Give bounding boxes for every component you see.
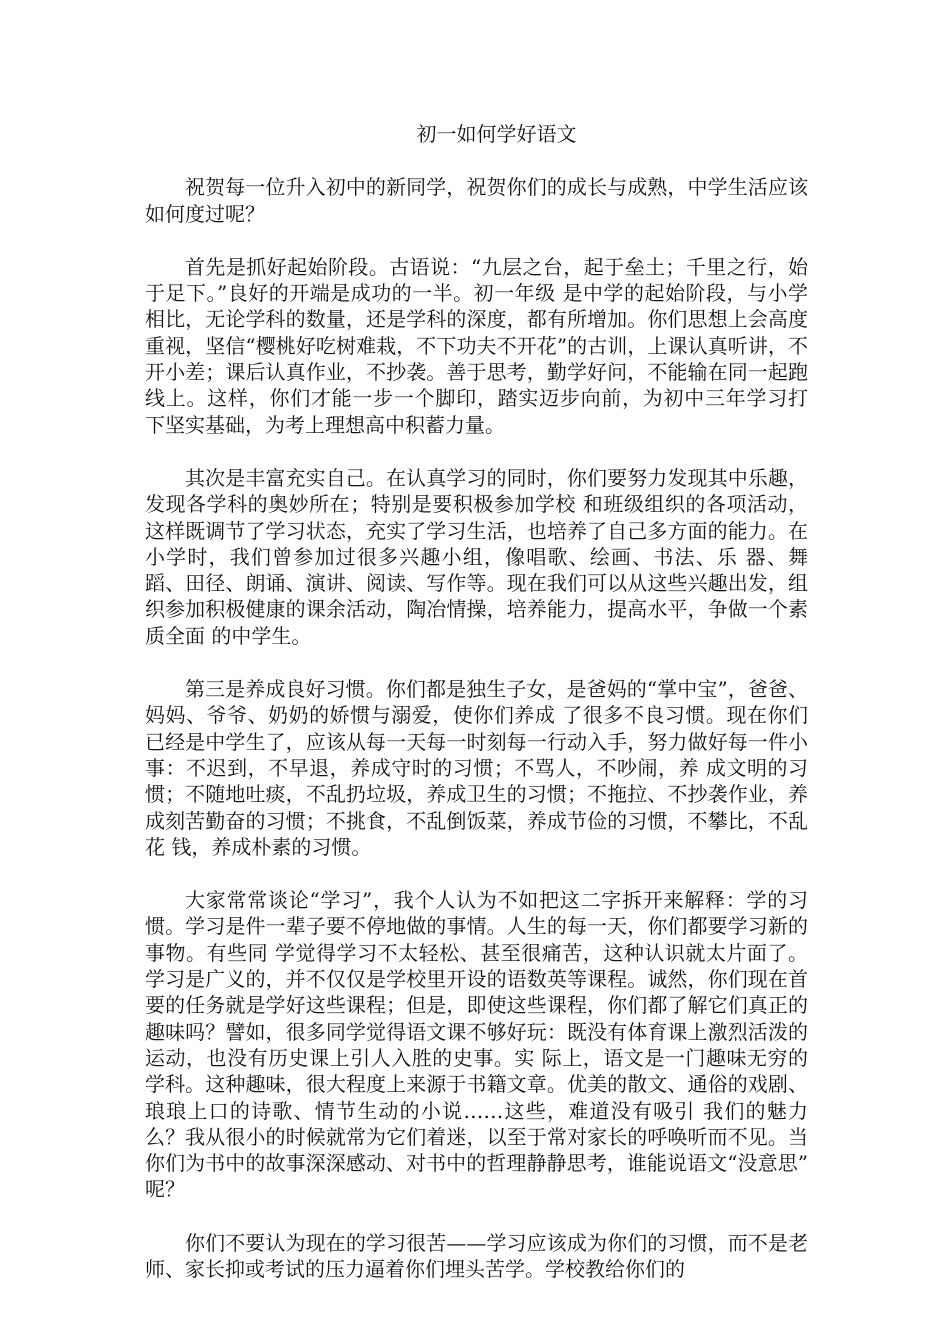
paragraph-5: 大家常常谈论“学习”，我个人认为不如把这二字拆开来解释：学的习惯。学习是件一辈子要不停地做的事情。人生的每一天，你们都要学习新的事物。有些同 学觉得学习不太轻松、甚至很痛苦，这种认识就太片面了。学习是广义的，并不仅仅是学校里开设的语数英等课程。诚然，你们现在首要的任务就是学好这些课程；但是，即使这些课程，你们都了解它们真正的趣味吗？譬如，很多同学觉得语文课不够好玩：既没有体育课上激烈活泼的运动，也没有历史课上引人入胜的史事。实 际上，语文是一门趣味无穷的学科。这种趣味，很大程度上来源于书籍文章。优美的散文、通俗的戏剧、琅琅上口的诗歌、情节生动的小说……这些，难道没有吸引 我们的魅力么？我从很小的时候就常为它们着迷，以至于常对家长的呼唤听而不见。当你们为书中的故事深深感动、对书中的哲理静静思考，谁能说语文“没意思” 呢？ xyxy=(145,888,808,1202)
document-body xyxy=(145,121,808,1309)
paragraph-6: 你们不要认为现在的学习很苦——学习应该成为你们的习惯，而不是老师、家长抑或考试的压力逼着你们埋头苦学。学校教给你们的 xyxy=(145,1230,808,1281)
paragraph-4: 第三是养成良好习惯。你们都是独生子女，是爸妈的“掌中宝”，爸爸、妈妈、爷爷、奶奶的娇惯与溺爱，使你们养成 了很多不良习惯。现在你们已经是中学生了，应该从每一天每一时刻每一行动入手，努力做好每一件小事：不迟到，不早退，养成守时的习惯；不骂人，不吵闹，养 成文明的习惯；不随地吐痰，不乱扔垃圾，养成卫生的习惯；不拖拉、不抄袭作业，养成刻苦勤奋的习惯；不挑食，不乱倒饭菜，养成节俭的习惯，不攀比，不乱花 钱，养成朴素的习惯。 xyxy=(145,677,808,859)
document-title: 初一如何学好语文 xyxy=(416,122,577,146)
paragraph-1: 祝贺每一位升入初中的新同学，祝贺你们的成长与成熟，中学生活应该如何度过呢？ xyxy=(145,175,808,226)
paragraph-2: 首先是抓好起始阶段。古语说：“九层之台，起于垒土；千里之行，始于足下。”良好的开端是成功的一半。初一年级 是中学的起始阶段，与小学相比，无论学科的数量，还是学科的深度，都有所增加。你们思想上会高度重视，坚信“樱桃好吃树难栽，不下功夫不开花”的古训，上课认真听讲，不开小差；课后认真作业，不抄袭。善于思考，勤学好问，不能输在同一起跑线上。这样，你们才能一步一个脚印，踏实迈步向前，为初中三年学习打 下坚实基础，为考上理想高中积蓄力量。 xyxy=(145,254,808,437)
paragraph-3: 其次是丰富充实自己。在认真学习的同时，你们要努力发现其中乐趣，发现各学科的奥妙所在；特别是要积极参加学校 和班级组织的各项活动，这样既调节了学习状态，充实了学习生活，也培养了自己多方面的能力。在小学时，我们曾参加过很多兴趣小组，像唱歌、绘画、书法、乐 器、舞蹈、田径、朗诵、演讲、阅读、写作等。现在我们可以从这些兴趣出发，组织参加积极健康的课余活动，陶冶情操，培养能力，提高水平，争做一个素质全面 的中学生。 xyxy=(145,465,808,648)
